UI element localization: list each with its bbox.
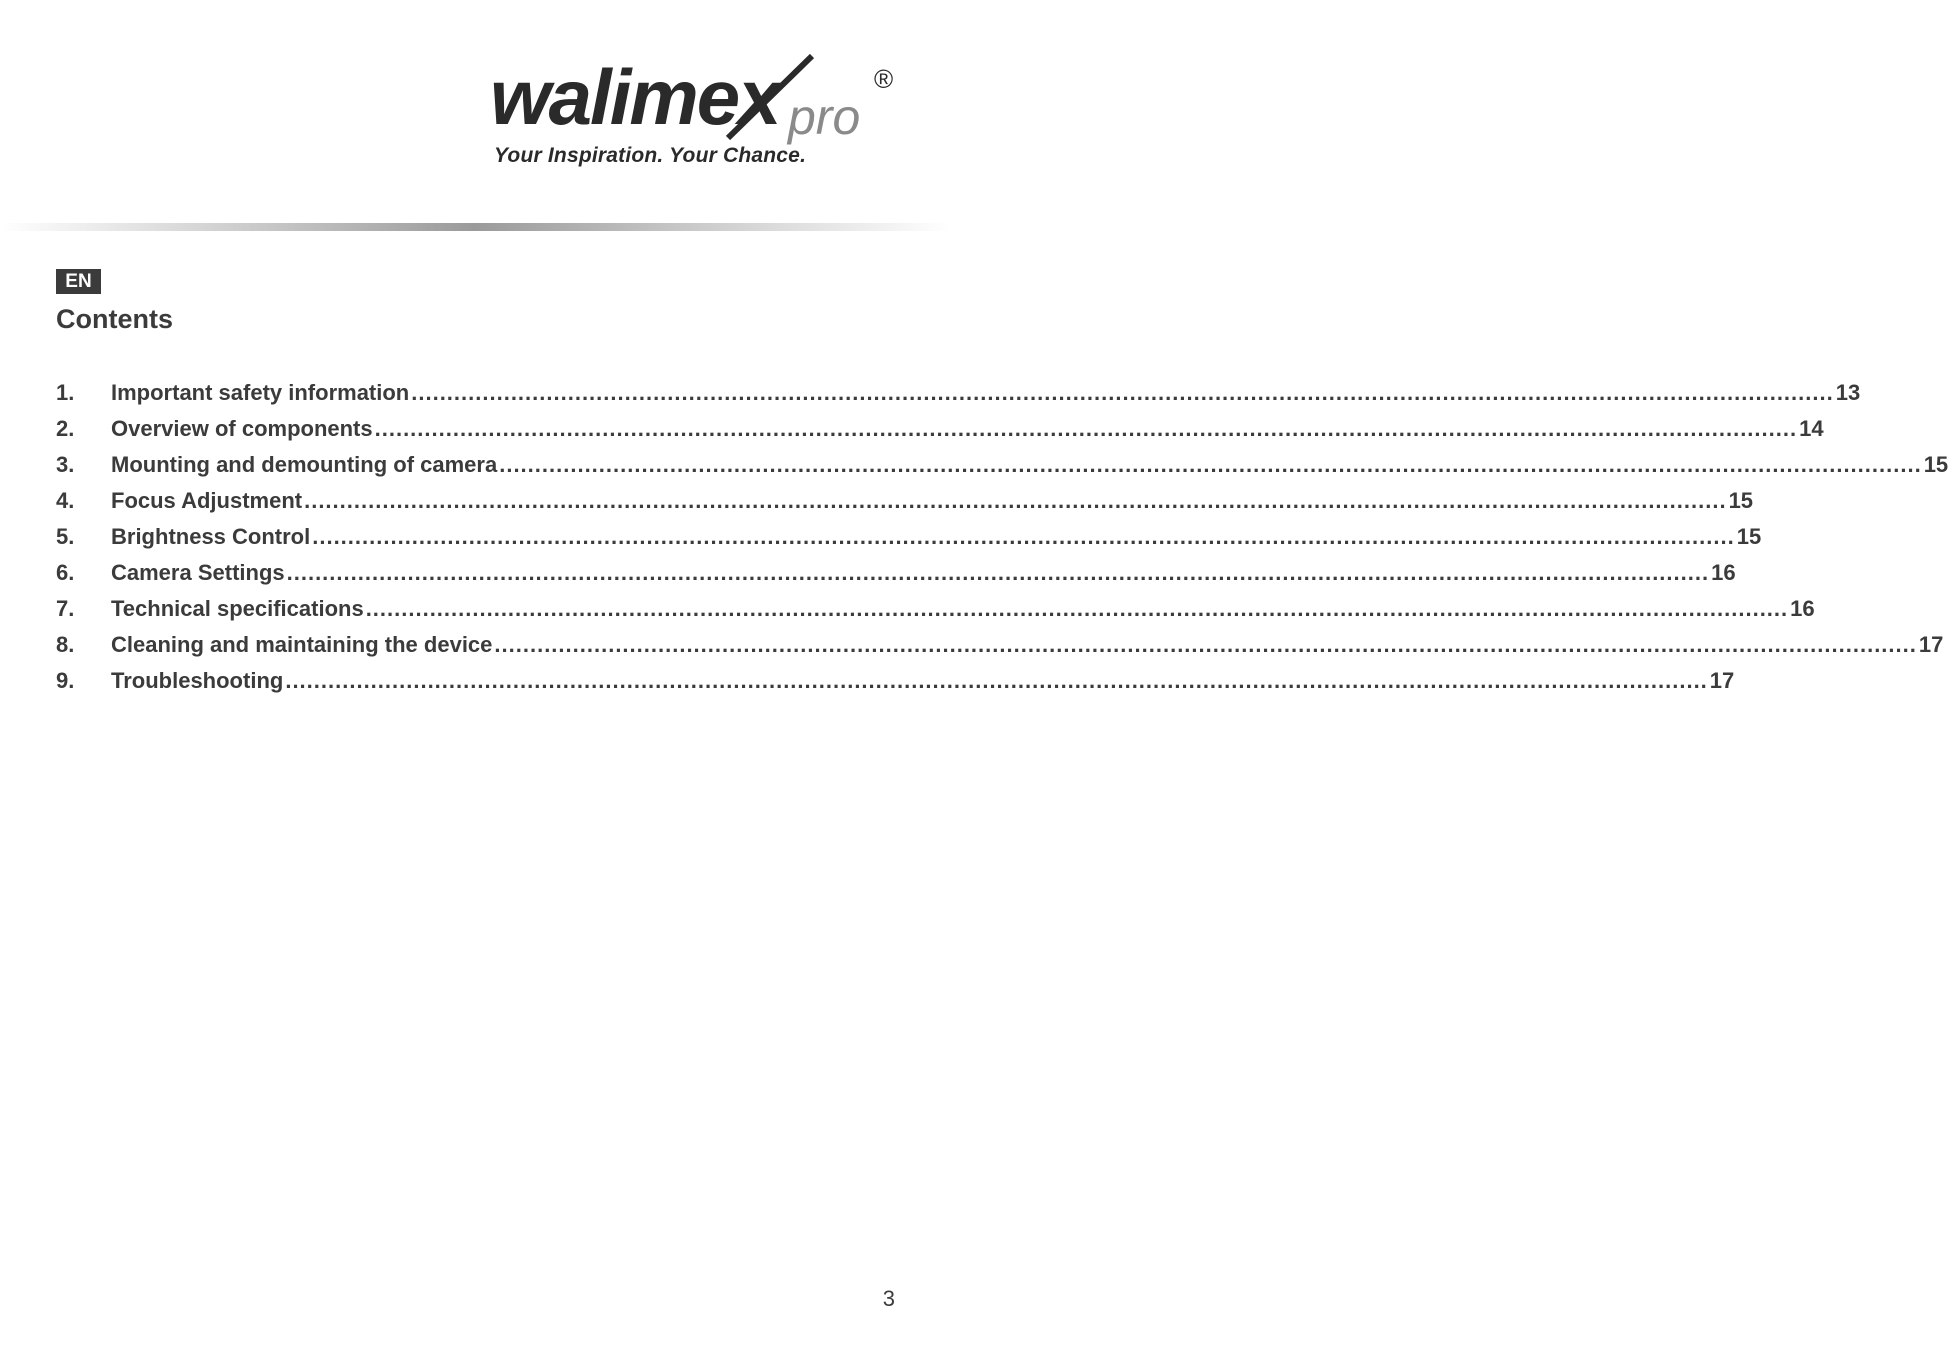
toc-entry-5[interactable]	[56, 524, 1762, 560]
toc-entry-6[interactable]	[56, 560, 1736, 596]
logo-word: walimex	[490, 53, 780, 141]
walimex-pro-logo-mark	[490, 52, 900, 147]
toc-number: 4.	[56, 488, 75, 513]
language-badge: EN	[56, 269, 101, 294]
toc-page: 16	[1711, 560, 1736, 585]
contents-heading: Contents	[56, 304, 173, 334]
toc-dot-leader: ........................................................................................................................................................................................................	[312, 524, 1735, 549]
toc-title: Overview of components	[111, 416, 373, 441]
toc-title: Camera Settings	[111, 560, 285, 585]
toc-dot-leader: ........................................................................................................................................................................................................	[411, 380, 1834, 405]
toc-number: 7.	[56, 596, 75, 621]
toc-dot-leader: ........................................................................................................................................................................................................	[494, 632, 1917, 657]
toc-dot-leader: ........................................................................................................................................................................................................	[285, 668, 1708, 693]
registered-mark: ®	[874, 64, 894, 94]
walimex-pro-logo	[490, 52, 900, 177]
toc-page: 17	[1709, 668, 1735, 693]
toc-title: Brightness Control	[111, 524, 311, 549]
toc-title: Cleaning and maintaining the device	[111, 632, 493, 657]
toc-number: 1.	[56, 380, 75, 405]
toc-page: 13	[1835, 380, 1861, 405]
toc-page: 14	[1799, 416, 1824, 441]
toc-entry-8[interactable]	[56, 632, 1944, 668]
toc-number: 3.	[56, 452, 75, 477]
toc-entry-3[interactable]	[56, 452, 1948, 488]
toc-page: 15	[1923, 452, 1948, 477]
toc-number: 9.	[56, 668, 75, 693]
toc-title: Focus Adjustment	[111, 488, 303, 513]
toc-entry-7[interactable]	[56, 596, 1815, 632]
page-number: 3	[882, 1286, 895, 1311]
toc-dot-leader: ........................................................................................................................................................................................................	[286, 560, 1710, 585]
toc-title: Mounting and demounting of camera	[111, 452, 498, 477]
header-divider	[0, 223, 950, 231]
toc-dot-leader: ........................................................................................................................................................................................................	[374, 416, 1798, 441]
toc-dot-leader: ........................................................................................................................................................................................................	[365, 596, 1789, 621]
toc-number: 5.	[56, 524, 75, 549]
toc-page: 17	[1918, 632, 1944, 657]
toc-entry-9[interactable]	[56, 668, 1735, 704]
toc-page: 16	[1790, 596, 1815, 621]
toc-number: 6.	[56, 560, 75, 585]
toc-page: 15	[1736, 524, 1762, 549]
toc-dot-leader: ........................................................................................................................................................................................................	[304, 488, 1727, 513]
table-of-contents	[56, 380, 1948, 704]
toc-entry-4[interactable]	[56, 488, 1754, 524]
toc-entry-1[interactable]	[56, 380, 1861, 416]
toc-title: Troubleshooting	[111, 668, 284, 693]
toc-title: Important safety information	[111, 380, 410, 405]
toc-entry-2[interactable]	[56, 416, 1824, 452]
toc-title: Technical specifications	[111, 596, 364, 621]
toc-number: 2.	[56, 416, 75, 441]
toc-number: 8.	[56, 632, 75, 657]
logo-tagline: Your Inspiration. Your Chance.	[494, 144, 807, 167]
toc-dot-leader: ........................................................................................................................................................................................................	[499, 452, 1922, 477]
toc-page: 15	[1728, 488, 1754, 513]
logo-suffix: pro	[788, 89, 861, 145]
